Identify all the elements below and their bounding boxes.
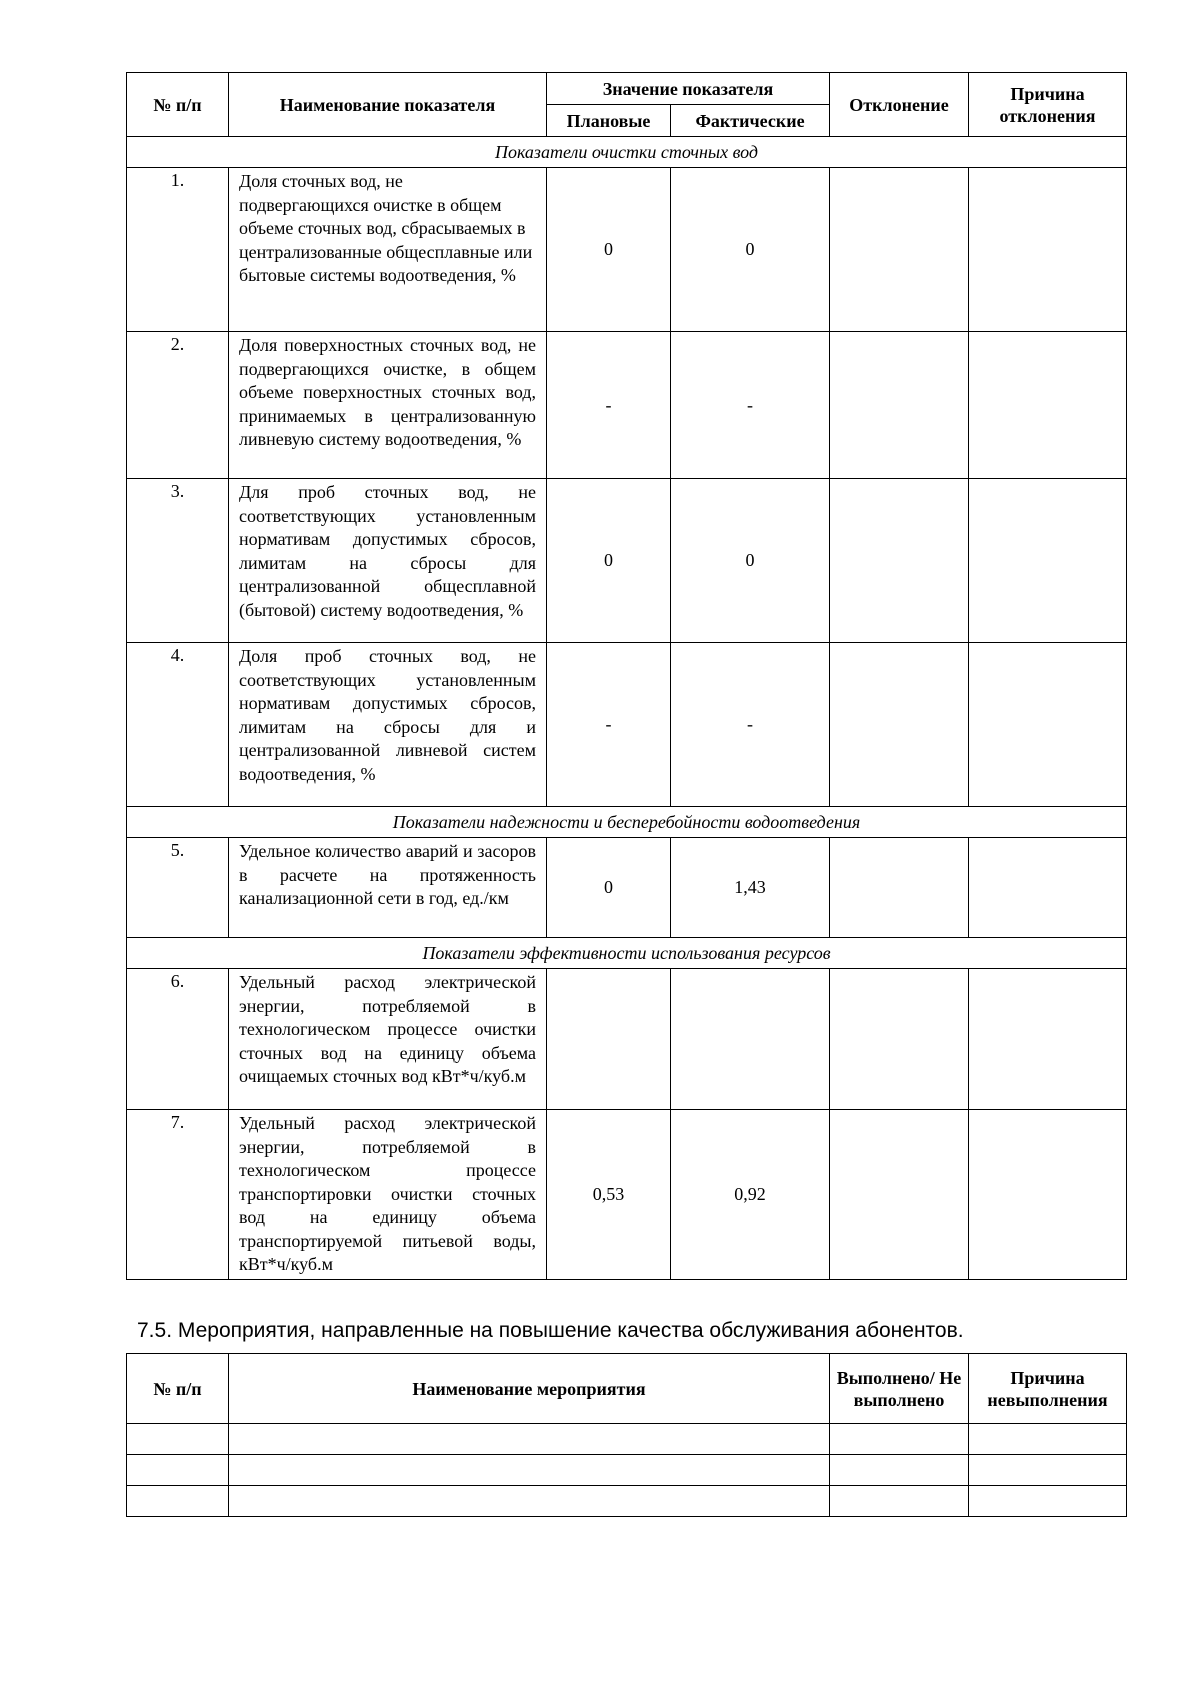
row-number: [127, 1486, 229, 1517]
table-row: [127, 969, 1127, 1110]
planned-value: 0,53: [547, 1110, 671, 1280]
row-number: 1.: [127, 168, 229, 332]
header-indicator-value: Значение показателя: [547, 73, 830, 105]
row-number: 6.: [127, 969, 229, 1110]
deviation-reason: [969, 332, 1127, 479]
header-indicator-name: Наименование показателя: [229, 73, 547, 137]
measure-name: [229, 1455, 830, 1486]
section-title: Показатели очистки сточных вод: [127, 137, 1127, 168]
deviation-reason: [969, 479, 1127, 643]
measure-name: [229, 1424, 830, 1455]
planned-value: -: [547, 332, 671, 479]
measure-status: [830, 1486, 969, 1517]
table-row: [127, 1455, 1127, 1486]
indicator-name: Доля сточных вод, не подвергающихся очистке в общем объеме сточных вод, сбрасываемых в централизованные общесплавные или бытовые системы водоотведения, %: [229, 168, 547, 332]
header-deviation: Отклонение: [830, 73, 969, 137]
header-non-completion-reason: Причина невыполнения: [969, 1354, 1127, 1424]
deviation-value: [830, 332, 969, 479]
indicator-name: Удельный расход электрической энергии, потребляемой в технологическом процессе очистки сточных вод на единицу объема очищаемых сточных вод кВт*ч/куб.м: [229, 969, 547, 1110]
table-row: [127, 332, 1127, 479]
table-row: [127, 643, 1127, 807]
measures-table: [126, 1353, 1127, 1517]
table-row: [127, 479, 1127, 643]
row-number: 3.: [127, 479, 229, 643]
table-row: [127, 1486, 1127, 1517]
indicator-name: Для проб сточных вод, не соответствующих установленным нормативам допустимых сбросов, лимитам на сбросы для централизованной общесплавной (бытовой) систему водоотведения, %: [229, 479, 547, 643]
indicator-name: Доля поверхностных сточных вод, не подвергающихся очистке, в общем объеме поверхностных сточных вод, принимаемых в централизованную ливневую систему водоотведения, %: [229, 332, 547, 479]
actual-value: 0: [671, 479, 830, 643]
planned-value: 0: [547, 479, 671, 643]
deviation-value: [830, 969, 969, 1110]
measure-reason: [969, 1424, 1127, 1455]
section-title: Показатели эффективности использования ресурсов: [127, 938, 1127, 969]
deviation-value: [830, 1110, 969, 1280]
table-row: [127, 168, 1127, 332]
indicator-name: Доля проб сточных вод, не соответствующих установленным нормативам допустимых сбросов, лимитам на сбросы для и централизованной ливневой систем водоотведения, %: [229, 643, 547, 807]
deviation-value: [830, 838, 969, 938]
deviation-reason: [969, 1110, 1127, 1280]
measure-status: [830, 1424, 969, 1455]
header-deviation-reason: Причина отклонения: [969, 73, 1127, 137]
measure-name: [229, 1486, 830, 1517]
actual-value: -: [671, 643, 830, 807]
table-row: [127, 1110, 1127, 1280]
measure-reason: [969, 1455, 1127, 1486]
deviation-value: [830, 168, 969, 332]
row-number: [127, 1424, 229, 1455]
header-num: № п/п: [127, 1354, 229, 1424]
actual-value: -: [671, 332, 830, 479]
row-number: 2.: [127, 332, 229, 479]
planned-value: [547, 969, 671, 1110]
planned-value: -: [547, 643, 671, 807]
planned-value: 0: [547, 168, 671, 332]
planned-value: 0: [547, 838, 671, 938]
actual-value: 0: [671, 168, 830, 332]
header-actual: Фактические: [671, 105, 830, 137]
section-heading: 7.5. Мероприятия, направленные на повышение качества обслуживания абонентов.: [137, 1319, 964, 1342]
deviation-reason: [969, 969, 1127, 1110]
deviation-value: [830, 643, 969, 807]
deviation-reason: [969, 168, 1127, 332]
deviation-reason: [969, 643, 1127, 807]
row-number: 4.: [127, 643, 229, 807]
measure-reason: [969, 1486, 1127, 1517]
row-number: 5.: [127, 838, 229, 938]
table-row: [127, 838, 1127, 938]
section-title: Показатели надежности и бесперебойности водоотведения: [127, 807, 1127, 838]
indicator-name: Удельное количество аварий и засоров в расчете на протяженность канализационной сети в год, ед./км: [229, 838, 547, 938]
actual-value: [671, 969, 830, 1110]
row-number: [127, 1455, 229, 1486]
indicators-table: [126, 72, 1127, 1280]
row-number: 7.: [127, 1110, 229, 1280]
header-num: № п/п: [127, 73, 229, 137]
header-measure-name: Наименование мероприятия: [229, 1354, 830, 1424]
actual-value: 0,92: [671, 1110, 830, 1280]
measure-status: [830, 1455, 969, 1486]
indicator-name: Удельный расход электрической энергии, потребляемой в технологическом процессе транспортировки очистки сточных вод на единицу объема транспортируемой питьевой воды, кВт*ч/куб.м: [229, 1110, 547, 1280]
deviation-value: [830, 479, 969, 643]
table-row: [127, 1424, 1127, 1455]
header-planned: Плановые: [547, 105, 671, 137]
header-status: Выполнено/ Не выполнено: [830, 1354, 969, 1424]
deviation-reason: [969, 838, 1127, 938]
actual-value: 1,43: [671, 838, 830, 938]
